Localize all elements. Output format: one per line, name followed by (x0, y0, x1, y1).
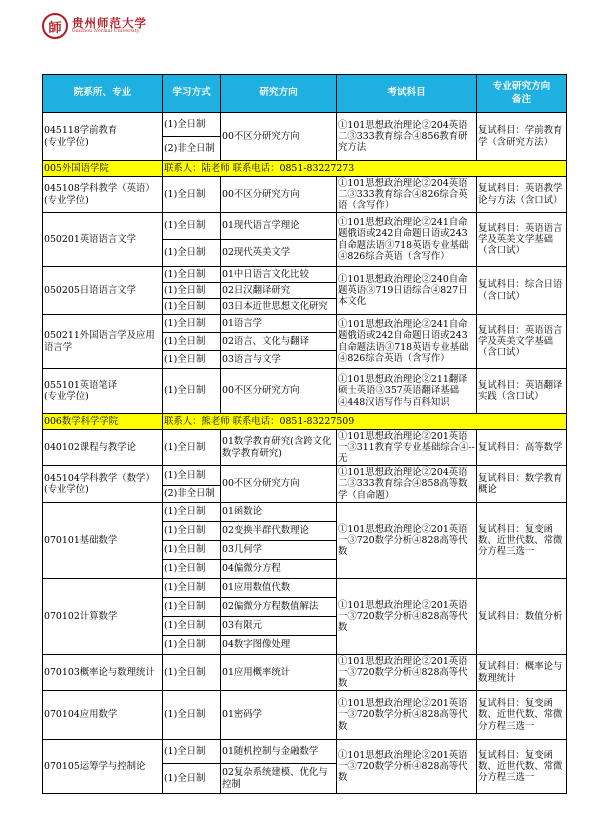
direction-cell: 03有限元 (221, 617, 337, 636)
major-cell: 050205日语语言文学 (43, 267, 163, 315)
table-row (43, 691, 567, 740)
logo-name-cn: 贵州师范大学 (72, 15, 147, 30)
college-contact: 联系人：陆老师 联系电话：0851-83227273 (163, 161, 567, 177)
table-header-row (43, 75, 567, 113)
note-cell: 复试科目：数值分析 (477, 579, 567, 655)
mode-cell: (1)全日制 (163, 466, 221, 486)
direction-cell: 00不区分研究方向 (221, 369, 337, 414)
exam-cell: ①101思想政治理论②211翻译硕士英语③357英语翻译基础④448汉语写作与百科知识 (337, 369, 477, 414)
note-cell: 复试科目：高等数学 (477, 430, 567, 466)
major-cell: 070104应用数学 (43, 691, 163, 740)
major-cell: 045118学前教育 (专业学位) (43, 113, 163, 161)
mode-cell: (1)全日制 (163, 655, 221, 691)
note-cell: 复试科目：复变函数、近世代数、常微分方程三选一 (477, 691, 567, 740)
table-row (43, 579, 567, 598)
mode-cell: (1)全日制 (163, 740, 221, 764)
direction-cell: 03语言与文学 (221, 351, 337, 369)
header-study-mode: 学习方式 (163, 75, 221, 113)
note-cell: 复试科目：综合日语（含口试） (477, 267, 567, 315)
major-cell: 050211外国语言学及应用语言学 (43, 315, 163, 369)
mode-cell: (1)全日制 (163, 333, 221, 351)
direction-cell: 00不区分研究方向 (221, 177, 337, 213)
direction-cell: 01应用数值代数 (221, 579, 337, 598)
mode-cell: (1)全日制 (163, 177, 221, 213)
note-cell: 复试科目：英语语言学及英美文学基础（含口试） (477, 213, 567, 267)
exam-cell: ①101思想政治理论②201英语一③720数学分析④828高等代数 (337, 579, 477, 655)
table-row (43, 430, 567, 466)
direction-cell: 04数字图像处理 (221, 636, 337, 655)
note-cell: 复试科目：英语语言学及英美文学基础（含口试） (477, 315, 567, 369)
major-cell: 070105运筹学与控制论 (43, 740, 163, 794)
exam-cell: ①101思想政治理论②201英语一③720数学分析④828高等代数 (337, 740, 477, 794)
table-row (43, 113, 567, 137)
college-section-row (43, 161, 567, 177)
table-row (43, 655, 567, 691)
note-cell: 复试科目：概率论与数理统计 (477, 655, 567, 691)
exam-cell: ①101思想政治理论②241自命题俄语或242自命题日语或243自命题法语③718英语专业基础④826综合英语（含写作） (337, 315, 477, 369)
mode-cell: (1)全日制 (163, 430, 221, 466)
direction-cell: 03几何学 (221, 541, 337, 560)
note-cell: 复试科目：复变函数、近世代数、常微分方程三选一 (477, 503, 567, 579)
college-name: 005外国语学院 (43, 161, 163, 177)
direction-cell: 01数学教育研究(含跨文化数学教育研究) (221, 430, 337, 466)
logo-name-en: Guizhou Normal University (72, 29, 140, 34)
note-cell: 复试科目：复变函数、近世代数、常微分方程三选一 (477, 740, 567, 794)
direction-cell: 01现代语言学理论 (221, 213, 337, 240)
mode-cell: (1)全日制 (163, 541, 221, 560)
direction-cell: 02偏微分方程数值解法 (221, 598, 337, 617)
exam-cell: ①101思想政治理论②241自命题俄语或242自命题日语或243自命题法语③718英语专业基础④826综合英语（含写作） (337, 213, 477, 267)
mode-cell: (1)全日制 (163, 764, 221, 794)
mode-cell: (1)全日制 (163, 560, 221, 579)
mode-cell: (1)全日制 (163, 351, 221, 369)
major-cell: 040102课程与教学论 (43, 430, 163, 466)
header-major: 院系所、专业 (43, 75, 163, 113)
exam-cell: ①101思想政治理论②201英语一③720数学分析④828高等代数 (337, 691, 477, 740)
direction-cell: 01中日语言文化比较 (221, 267, 337, 283)
exam-cell: ①101思想政治理论②204英语二③333教育综合④858高等数学（自命题） (337, 466, 477, 503)
table-row (43, 315, 567, 333)
mode-cell: (1)全日制 (163, 579, 221, 598)
direction-cell: 02日汉翻译研究 (221, 283, 337, 299)
note-cell: 复试科目：数学教育概论 (477, 466, 567, 503)
note-cell: 复试科目：英语翻译实践（含口试） (477, 369, 567, 414)
major-cell: 050201英语语言文学 (43, 213, 163, 267)
college-contact: 联系人：熊老师 联系电话：0851-83227509 (163, 414, 567, 430)
mode-cell: (1)全日制 (163, 691, 221, 740)
exam-cell: ①101思想政治理论②240自命题英语③719日语综合④827日本文化 (337, 267, 477, 315)
major-cell: 055101英语笔译 (专业学位) (43, 369, 163, 414)
major-cell: 045104学科教学（数学）(专业学位) (43, 466, 163, 503)
direction-cell: 04偏微分方程 (221, 560, 337, 579)
exam-cell: ①101思想政治理论②201英语一③311教育学专业基础综合④--无 (338, 430, 475, 465)
direction-cell: 01应用概率统计 (221, 655, 337, 691)
table-row (43, 267, 567, 283)
mode-cell: (1)全日制 (163, 369, 221, 414)
university-seal-icon: 師 (42, 13, 68, 39)
header-notes: 专业研究方向 备注 (477, 75, 567, 113)
major-cell: 070103概率论与数理统计 (43, 655, 163, 691)
mode-cell: (1)全日制 (163, 617, 221, 636)
major-cell: 045108学科教学（英语）(专业学位) (43, 177, 163, 213)
mode-cell: (1)全日制 (163, 598, 221, 617)
table-row (43, 213, 567, 240)
mode-cell: (1)全日制 (163, 299, 221, 315)
direction-cell: 00不区分研究方向 (221, 113, 337, 161)
admission-table (42, 74, 567, 794)
exam-cell: ①101思想政治理论②201英语一③720数学分析④828高等代数 (337, 655, 477, 691)
mode-cell: (1)全日制 (163, 315, 221, 333)
direction-cell: 02变换半群代数理论 (221, 522, 337, 541)
mode-cell: (1)全日制 (163, 636, 221, 655)
table-row (43, 740, 567, 764)
direction-cell: 01密码学 (221, 691, 337, 740)
college-section-row (43, 414, 567, 430)
exam-cell: ①101思想政治理论②201英语一③720数学分析④828高等代数 (337, 503, 477, 579)
logo-wordmark (72, 15, 147, 35)
exam-cell: ①101思想政治理论②204英语二③333教育综合④826综合英语（含写作） (337, 177, 477, 213)
college-name: 006数学科学学院 (43, 414, 163, 430)
university-logo (42, 12, 147, 40)
major-cell: 070102计算数学 (43, 579, 163, 655)
note-cell: 复试科目：学前教育学（含研究方法） (477, 113, 567, 161)
mode-cell: (1)全日制 (163, 113, 221, 137)
mode-cell: (1)全日制 (163, 213, 221, 240)
direction-cell: 02现代英美文学 (221, 240, 337, 267)
mode-cell: (2)非全日制 (163, 486, 221, 503)
direction-cell: 02语言、文化与翻译 (221, 333, 337, 351)
mode-cell: (1)全日制 (163, 267, 221, 283)
mode-cell: (2)非全日制 (163, 137, 221, 161)
mode-cell: (1)全日制 (163, 240, 221, 267)
direction-cell: 01随机控制与金融数学 (221, 740, 337, 764)
table-row (43, 369, 567, 414)
direction-cell: 00不区分研究方向 (221, 466, 337, 503)
mode-cell: (1)全日制 (163, 283, 221, 299)
header-exam-subjects: 考试科目 (337, 75, 477, 113)
exam-cell: ①101思想政治理论②204英语二③333教育综合④856教育研究方法 (337, 113, 477, 161)
table-row (43, 503, 567, 522)
mode-cell: (1)全日制 (163, 522, 221, 541)
direction-cell: 01函数论 (221, 503, 337, 522)
table-row (43, 466, 567, 486)
direction-cell: 02复杂系统建模、优化与控制 (221, 764, 337, 794)
header-research-direction: 研究方向 (221, 75, 337, 113)
table-row (43, 177, 567, 213)
direction-cell: 01语言学 (221, 315, 337, 333)
note-cell: 复试科目：英语教学论与方法（含口试） (477, 177, 567, 213)
direction-cell: 03日本近世思想文化研究 (221, 299, 337, 315)
mode-cell: (1)全日制 (163, 503, 221, 522)
major-cell: 070101基础数学 (43, 503, 163, 579)
